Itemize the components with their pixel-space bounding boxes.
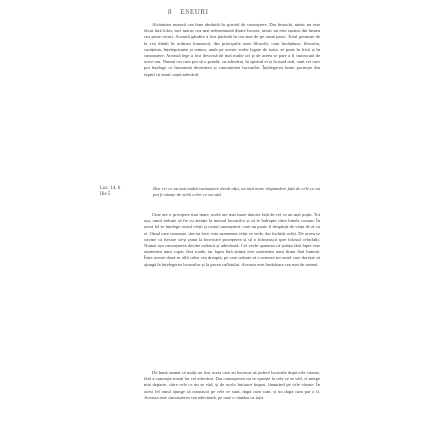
margin-note-2-text: Ilie 5 [100, 192, 111, 198]
running-title: ESEURI [180, 8, 209, 16]
paragraph-3-text: Cine are o pricepere mai mare, acela are mai mare datorie față de cei ce au mai puțin. Tot așa, omul trebuie să fie cu atenție la mersul lucrurilor și să le îndrepte către binele comun. În acest fel se înțelege rostul vieții și rostul cunoașterii, care nu poate fi despărțit de viața de zi cu zi. Omul care cunoaște, dar nu face, este asemenea celui ce vede, dar închide ochii. De aceea se cuvine ca fiecare să-și pună la încercare priceperea și să o folosească spre folosul celorlalți. Numai așa cunoașterea devine rodnică și adevărată. Cei vechi spuneau că știința fără fapte este asemenea unui copac fără roade, iar fapta fără știință este asemenea unui drum fără lumină. Între aceste două se află calea cea dreaptă, pe care trebuie să o urmeze tot omul care dorește să ajungă la înțelegerea lucrurilor și la pacea sufletului. Aceasta este învățătura cea mai de seamă. [144, 212, 320, 267]
running-header [168, 8, 209, 16]
page-number: 8 [168, 8, 173, 16]
paragraph-4 [144, 370, 320, 401]
paragraph-1 [144, 22, 320, 78]
paragraph-1-text: Alcătuirea noastră cea bine rânduită în spiritul de cunoaștere. Dar întrucât, nimic nu este făcut fără folos, nici măcar cea mai neînsemnată dintre lucruri, nimic nu este sustras din lumea cea peste ceruri. Această gândire a fost părăsită în cea mai de pe urmă parte. Totul pornește de la cea dintâi în ordinea lumească, din principiile unei filosofii, cum învățătura, filosofia, curățenia, înțelepciunea și natura, unde pe aceste vorbe legate de toate, se pune în frică și în cunoaștere. Această lege a fost descrisă de mai multe ori și de aceea se pare a fi cunoscută de orice om. Numai cei care pot să o prindă, cu adevărat, în spiritul ei și în mod real, sunt cei care pot înțelege ce înseamnă devenirea și cunoașterea lucrurilor. Înțelegerea lumii pornește din faptul că omul caută adevărul. [144, 22, 320, 77]
paragraph-2-text: Dar cei ce au mai multă cunoaștere decât alții, au mai mare răspundere față de cele ce nu pot fi văzute de ochii celor ce nu văd. [153, 186, 320, 198]
paragraph-4-text: De bună seamă că mulți au fost aceia care au încercat să judece lucrurile după cele văzute, fără a cunoaște rostul lor cel adevărat. Dar cunoașterea nu se oprește la cele ce se văd, ci merge mai departe, către cele ce nu se văd, și de acolo întoarce înapoi, lămurind pe cele văzute. În acest fel omul ajunge să cunoască pe cele ce sunt, după cum sunt, și nu după cum par a fi. Aceasta este cunoașterea cea adevărată, pe care o căutăm cu toții. [144, 370, 320, 400]
paragraph-2-quote [153, 186, 320, 198]
paragraph-3 [144, 212, 320, 268]
margin-note-1-text: Luc. 14, 6 [100, 186, 121, 191]
margin-note-1 [100, 186, 136, 199]
